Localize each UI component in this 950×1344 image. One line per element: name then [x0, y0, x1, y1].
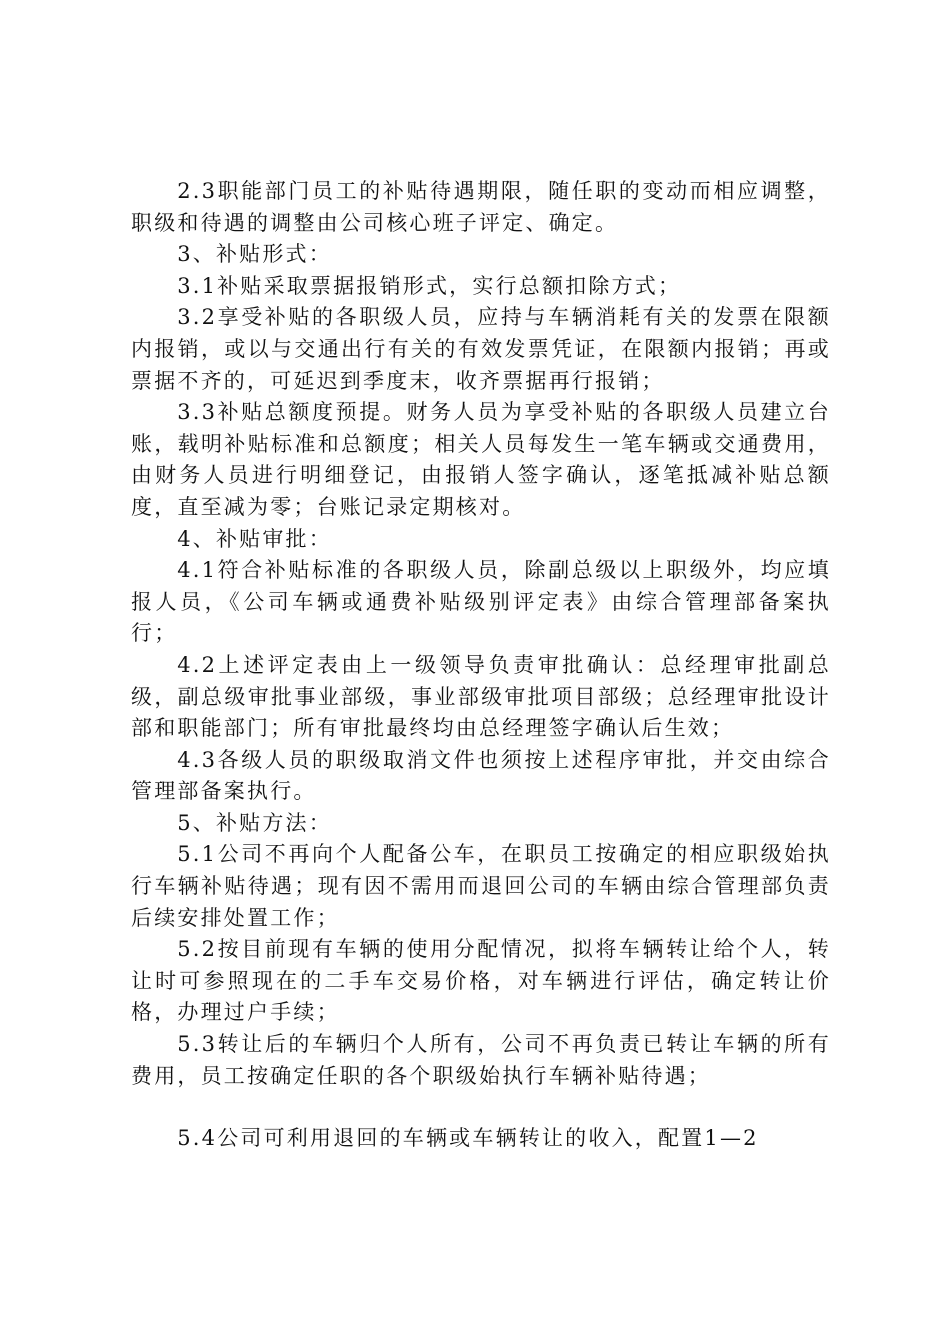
- paragraph-3-3: 3.3补贴总额度预提。财务人员为享受补贴的各职级人员建立台账，载明补贴标准和总额度；相关人员每发生一笔车辆或交通费用，由财务人员进行明细登记，由报销人签字确认，逐笔抵减补贴总额度，直至减为零；台账记录定期核对。: [131, 400, 831, 519]
- paragraph-5-3: 5.3转让后的车辆归个人所有，公司不再负责已转让车辆的所有费用，员工按确定任职的各个职级始执行车辆补贴待遇；: [131, 1032, 831, 1088]
- paragraph-2-3: 2.3职能部门员工的补贴待遇期限，随任职的变动而相应调整，职级和待遇的调整由公司核心班子评定、确定。: [131, 179, 831, 235]
- paragraph-gap: [131, 1092, 831, 1123]
- paragraph-4-2: 4.2上述评定表由上一级领导负责审批确认：总经理审批副总级，副总级审批事业部级，事业部级审批项目部级；总经理审批设计部和职能部门；所有审批最终均由总经理签字确认后生效；: [131, 652, 831, 741]
- paragraph-3-2: 3.2享受补贴的各职级人员，应持与车辆消耗有关的发票在限额内报销，或以与交通出行有关的有效发票凭证，在限额内报销；再或票据不齐的，可延迟到季度末，收齐票据再行报销；: [131, 305, 831, 393]
- paragraph-5-1: 5.1公司不再向个人配备公车，在职员工按确定的相应职级始执行车辆补贴待遇；现有因不需用而退回公司的车辆由综合管理部负责后续安排处置工作；: [131, 842, 831, 930]
- paragraph-4-1: 4.1符合补贴标准的各职级人员，除副总级以上职级外，均应填报人员，《公司车辆或通费补贴级别评定表》由综合管理部备案执行；: [131, 558, 831, 646]
- paragraph-4-3: 4.3各级人员的职级取消文件也须按上述程序审批，并交由综合管理部备案执行。: [131, 747, 831, 804]
- document-body: [131, 176, 831, 1155]
- paragraph-5-4: 5.4公司可利用退回的车辆或车辆转让的收入，配置1—2: [177, 1126, 759, 1151]
- heading-subsidy-approval: 4、补贴审批：: [177, 526, 332, 551]
- heading-subsidy-form: 3、补贴形式：: [177, 242, 332, 267]
- paragraph-3-1: 3.1补贴采取票据报销形式，实行总额扣除方式；: [177, 273, 682, 298]
- heading-subsidy-method: 5、补贴方法：: [177, 810, 332, 835]
- paragraph-5-2: 5.2按目前现有车辆的使用分配情况，拟将车辆转让给个人，转让时可参照现在的二手车交易价格，对车辆进行评估，确定转让价格，办理过户手续；: [131, 937, 831, 1025]
